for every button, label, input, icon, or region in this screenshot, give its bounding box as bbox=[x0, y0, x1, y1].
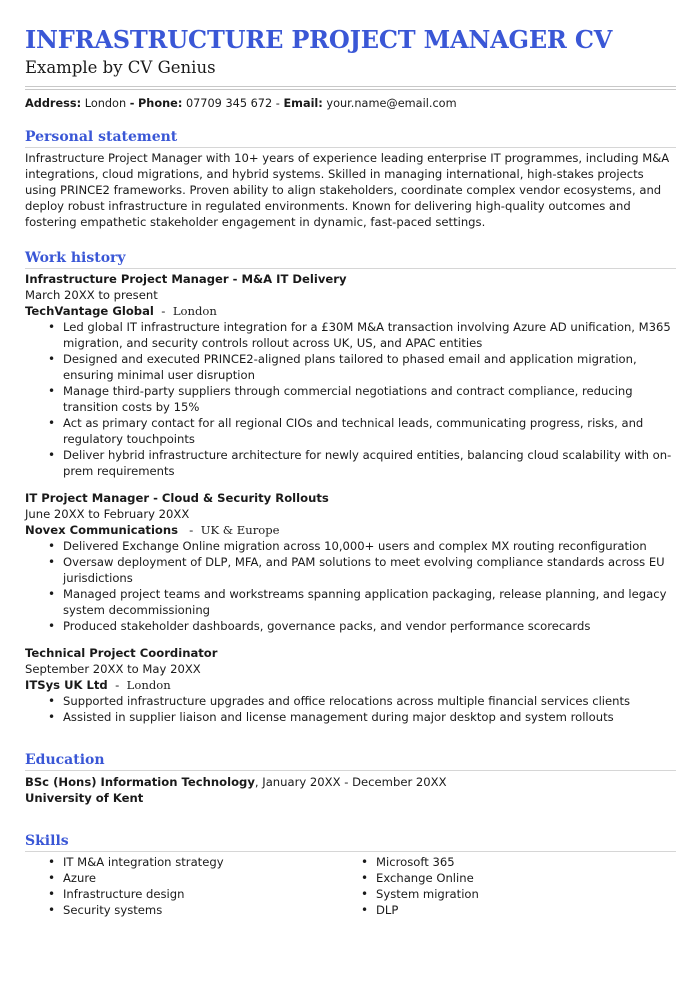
list-item: • Led global IT infrastructure integration for a £30M M&A transaction involving Azure AD unification, M365 migration, and security controls rollout across UK, US, and APAC entities bbox=[63, 319, 676, 351]
education-degree: BSc (Hons) Information Technology bbox=[25, 775, 255, 789]
skill-item: • Exchange Online bbox=[376, 870, 651, 886]
address-label: Address: bbox=[25, 97, 82, 110]
list-item: • Managed project teams and workstreams spanning application packaging, release planning, and legacy system decommissioning bbox=[63, 586, 676, 618]
skills-list bbox=[338, 854, 651, 918]
list-item: • Assisted in supplier liaison and license management during major desktop and system rollouts bbox=[63, 709, 676, 725]
job-entry bbox=[25, 490, 676, 634]
section-heading: Education bbox=[25, 751, 676, 771]
personal-statement-section bbox=[25, 128, 676, 230]
phone-value: 07709 345 672 bbox=[185, 97, 273, 110]
employer-separator: - bbox=[189, 523, 194, 537]
job-bullets bbox=[25, 319, 676, 479]
employer-separator: - bbox=[161, 304, 166, 318]
phone-label: Phone: bbox=[138, 97, 183, 110]
skill-item: • Security systems bbox=[63, 902, 338, 918]
list-item: • Oversaw deployment of DLP, MFA, and PAM solutions to meet evolving compliance standards across EU jurisdictions bbox=[63, 554, 676, 586]
job-title: IT Project Manager - Cloud & Security Rollouts bbox=[25, 491, 329, 505]
cv-title: INFRASTRUCTURE PROJECT MANAGER CV bbox=[25, 25, 613, 54]
skill-item: • Azure bbox=[63, 870, 338, 886]
job-location: London bbox=[126, 678, 171, 692]
skill-item: • DLP bbox=[376, 902, 651, 918]
list-item: • Deliver hybrid infrastructure architecture for newly acquired entities, balancing cloud scalability with on-prem requirements bbox=[63, 447, 676, 479]
section-heading: Personal statement bbox=[25, 128, 676, 148]
job-dates: March 20XX to present bbox=[25, 288, 158, 302]
skills-section bbox=[25, 832, 676, 918]
section-heading: Skills bbox=[25, 832, 676, 852]
job-employer-line bbox=[25, 677, 676, 693]
section-heading: Work history bbox=[25, 249, 676, 269]
skills-list bbox=[25, 854, 338, 918]
job-company: ITSys UK Ltd bbox=[25, 678, 108, 692]
job-entry bbox=[25, 645, 676, 725]
job-employer-line bbox=[25, 303, 676, 319]
job-employer-line bbox=[25, 522, 676, 538]
skills-column-right bbox=[338, 854, 651, 918]
email-label: Email: bbox=[283, 97, 323, 110]
list-item: • Supported infrastructure upgrades and office relocations across multiple financial services clients bbox=[63, 693, 676, 709]
education-degree-line bbox=[25, 774, 676, 790]
job-dates: September 20XX to May 20XX bbox=[25, 662, 201, 676]
list-item: • Act as primary contact for all regional CIOs and technical leads, communicating progress, risks, and regulatory touchpoints bbox=[63, 415, 676, 447]
list-item: • Produced stakeholder dashboards, governance packs, and vendor performance scorecards bbox=[63, 618, 676, 634]
job-company: TechVantage Global bbox=[25, 304, 154, 318]
education-dates: , January 20XX - December 20XX bbox=[254, 775, 447, 789]
skills-column-left bbox=[25, 854, 338, 918]
list-item: • Manage third-party suppliers through commercial negotiations and contract compliance, reducing transition costs by 15% bbox=[63, 383, 676, 415]
skills-grid bbox=[25, 854, 676, 918]
email-value: your.name@email.com bbox=[326, 97, 457, 110]
skill-item: • Infrastructure design bbox=[63, 886, 338, 902]
education-section bbox=[25, 751, 676, 806]
list-item: • Delivered Exchange Online migration across 10,000+ users and complex MX routing reconfiguration bbox=[63, 538, 676, 554]
job-company: Novex Communications bbox=[25, 523, 179, 537]
job-location: UK & Europe bbox=[200, 523, 280, 537]
skill-item: • Microsoft 365 bbox=[376, 854, 651, 870]
list-item: • Designed and executed PRINCE2-aligned plans tailored to phased email and application migration, ensuring minimal user disruption bbox=[63, 351, 676, 383]
job-bullets bbox=[25, 538, 676, 634]
skill-item: • IT M&A integration strategy bbox=[63, 854, 338, 870]
contact-separator: - bbox=[129, 97, 135, 110]
contact-line bbox=[25, 96, 676, 112]
education-entry bbox=[25, 774, 676, 806]
job-dates: June 20XX to February 20XX bbox=[25, 507, 190, 521]
header-divider bbox=[25, 86, 676, 90]
work-history-section bbox=[25, 249, 676, 725]
education-school: University of Kent bbox=[25, 791, 144, 805]
job-location: London bbox=[172, 304, 217, 318]
job-bullets bbox=[25, 693, 676, 725]
job-entry bbox=[25, 271, 676, 479]
address-value: London bbox=[84, 97, 127, 110]
personal-statement-text: Infrastructure Project Manager with 10+ years of experience leading enterprise IT programmes, including M&A integrations, cloud migrations, and hybrid systems. Skilled in managing international, high-stakes projects using PRINCE2 frameworks. Proven ability to align stakeholders, coordinate complex vendor ecosystems, and deploy robust infrastructure in regulated environments. Known for delivering high-quality outcomes and fostering empathetic stakeholder engagement in dynamic, fast-paced settings. bbox=[25, 151, 670, 229]
job-title: Technical Project Coordinator bbox=[25, 646, 218, 660]
job-title: Infrastructure Project Manager - M&A IT Delivery bbox=[25, 272, 347, 286]
cv-subtitle: Example by CV Genius bbox=[25, 58, 216, 77]
skill-item: • System migration bbox=[376, 886, 651, 902]
contact-separator: - bbox=[275, 97, 280, 110]
employer-separator: - bbox=[115, 678, 120, 692]
